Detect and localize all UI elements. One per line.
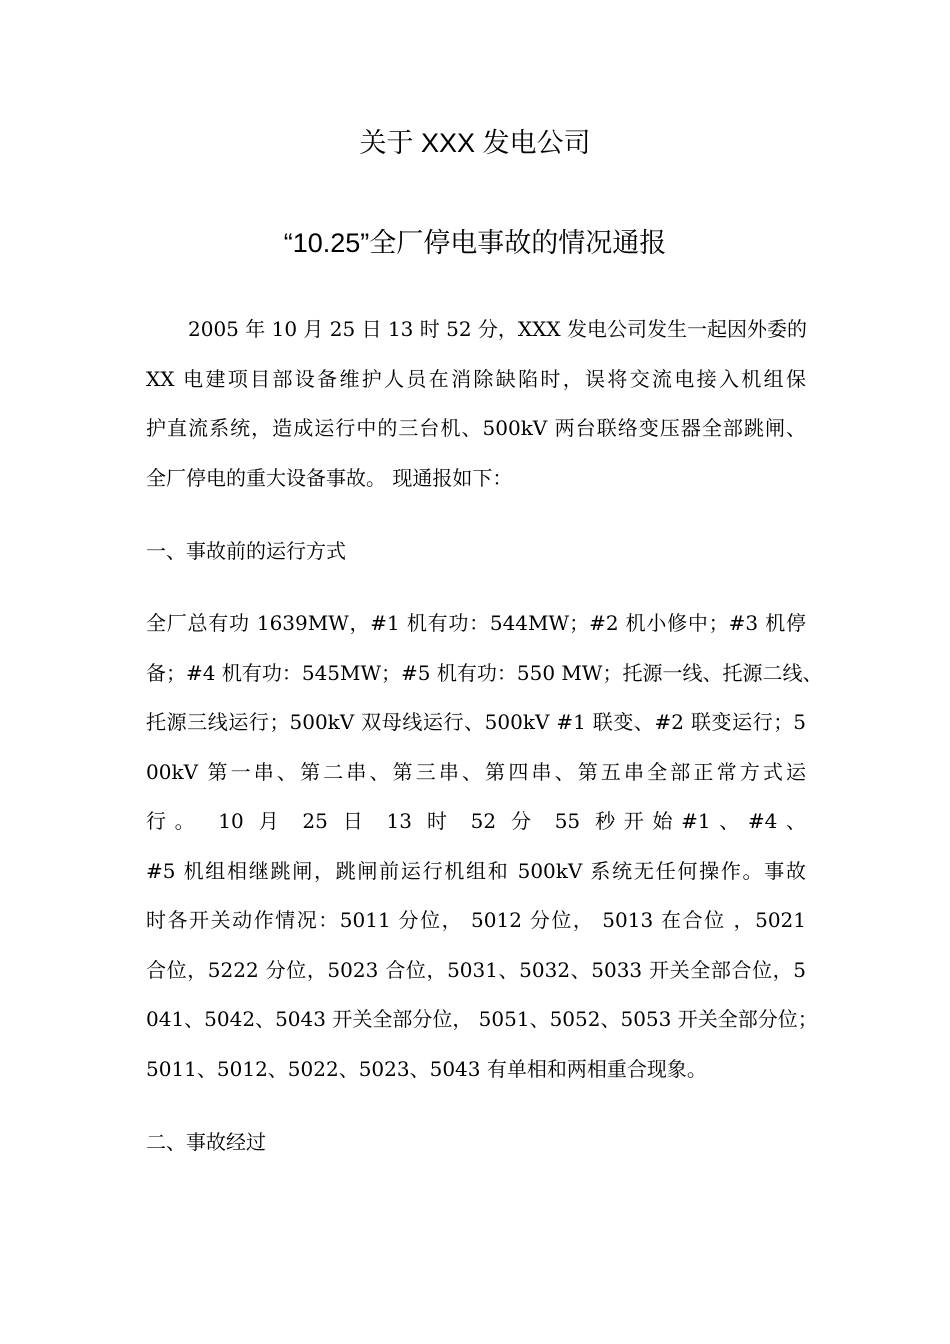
section-2-heading: 二、事故经过 [146, 1130, 266, 1154]
section-1-paragraph [146, 599, 823, 1094]
intro-line: 护直流系统，造成运行中的三台机、500kV 两台联络变压器全部跳闸、 [146, 416, 806, 440]
section-1-line: 00kV 第一串、第二串、第三串、第四串、第五串全部正常方式运 [146, 759, 806, 784]
section-1-line: #5 机组相继跳闸，跳闸前运行机组和 500kV 系统无任何操作。事故 [146, 858, 806, 883]
section-1-line: 5011、5012、5022、5023、5043 有单相和两相重合现象。 [146, 1056, 707, 1081]
section-1-line: 合位，5222 分位，5023 合位，5031、5032、5033 开关全部合位，5 [146, 957, 806, 982]
document-title-line-2: “10.25”全厂停电事故的情况通报 [283, 228, 667, 258]
intro-line: XX 电建项目部设备维护人员在消除缺陷时，误将交流电接入机组保 [146, 366, 806, 391]
intro-line: 2005 年 10 月 25 日 13 时 52 分，XXX 发电公司发生一起因外委的 [188, 317, 807, 341]
section-1-line: 行。 10 月 25 日 13 时 52 分 55 秒开始#1、#4、 [146, 809, 806, 833]
section-1-line: 备；#4 机有功：545MW；#5 机有功：550 MW；托源一线、托源二线、 [146, 660, 823, 685]
section-1-line: 全厂总有功 1639MW，#1 机有功：544MW；#2 机小修中；#3 机停 [146, 611, 806, 635]
section-1-line: 托源三线运行；500kV 双母线运行、500kV #1 联变、#2 联变运行；5 [146, 710, 806, 734]
section-1-line: 041、5042、5043 开关全部分位， 5051、5052、5053 开关全部分位； [146, 1007, 818, 1031]
document-title-line-1: 关于 XXX 发电公司 [359, 128, 591, 158]
intro-line: 全厂停电的重大设备事故。 现通报如下： [146, 465, 513, 490]
intro-paragraph [146, 305, 806, 503]
section-1-heading: 一、事故前的运行方式 [146, 539, 346, 563]
section-1-line: 时各开关动作情况：5011 分位， 5012 分位， 5013 在合位 ，5021 [146, 908, 806, 932]
